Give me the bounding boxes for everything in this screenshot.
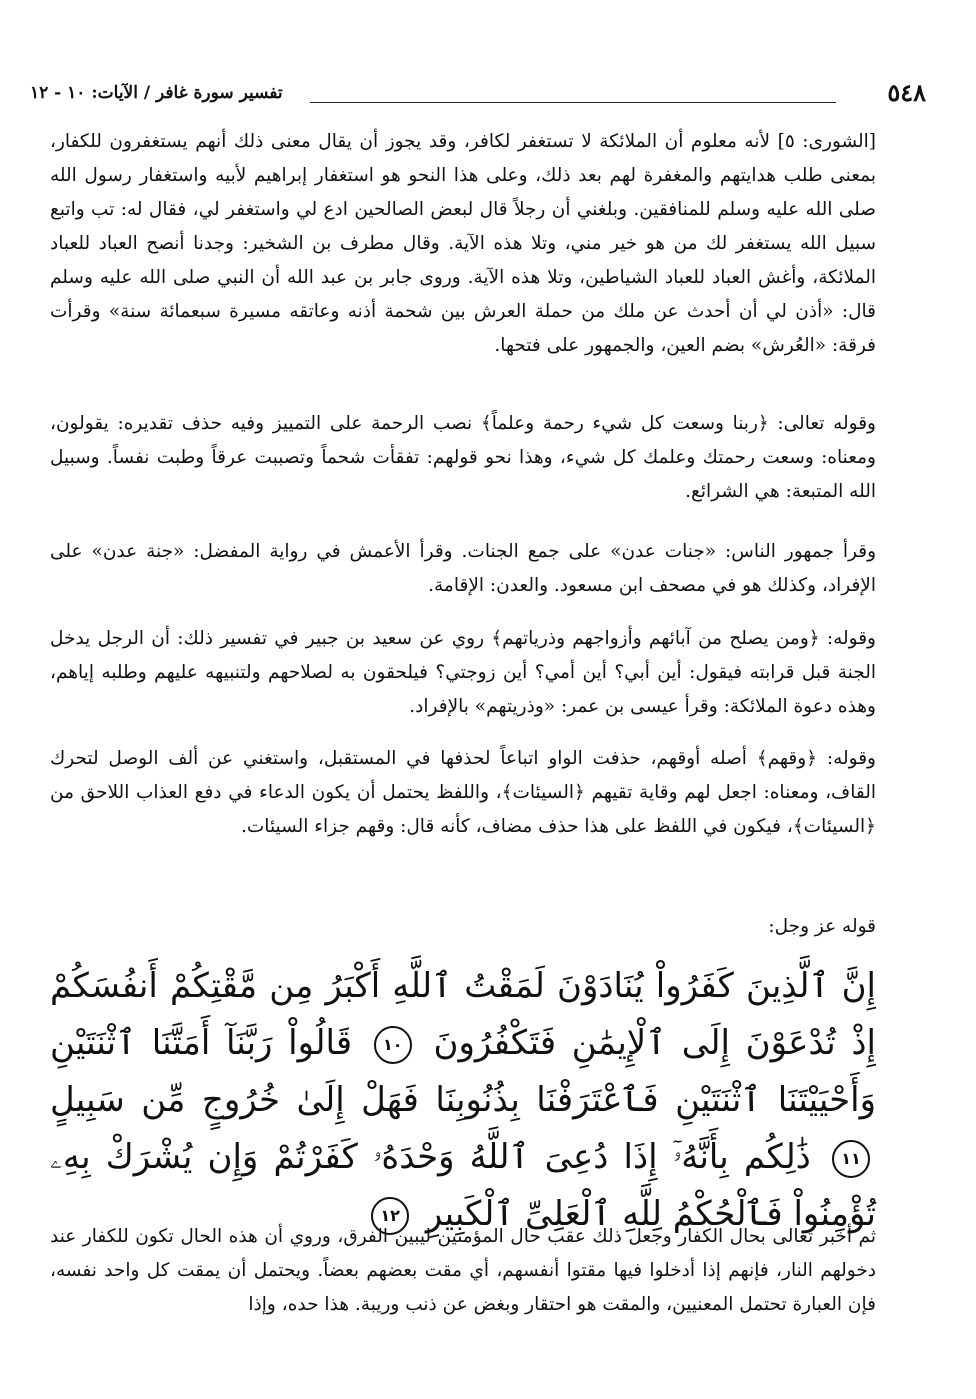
ayah-number-12: ١٢ <box>371 1197 409 1235</box>
ayah-11: قَالُواْ رَبَّنَآ أَمَتَّنَا ٱثْنَتَيْنِ وَأَحْيَيْتَنَا ٱثْنَتَيْنِ فَٱعْتَرَفْنَا بِذُنُوبِنَا فَهَلْ إِلَىٰ خُرُوجٍ مِّن سَبِيلٍ <box>50 1023 876 1120</box>
header-rule <box>310 102 836 103</box>
ayah-number-10: ١٠ <box>374 1026 412 1064</box>
quran-verses <box>50 958 877 1234</box>
page-number: ٥٤٨ <box>887 78 926 107</box>
ayah-12: ذَٰلِكُم بِأَنَّهُۥٓ إِذَا دُعِىَ ٱللَّهُ وَحْدَهُۥ كَفَرْتُمْ وَإِن يُشْرَكْ بِهِۦ تُؤْمِنُواْ فَٱلْحُكْمُ لِلَّهِ ٱلْعَلِىِّ ٱلْكَبِيرِ <box>50 1137 876 1234</box>
paragraph-5: وقوله: ﴿وقهم﴾ أصله أوقهم، حذفت الواو اتباعاً لحذفها في المستقبل، واستغني عن ألف الوصل لتحرك القاف، ومعناه: اجعل لهم وقاية تقيهم ﴿السيئات﴾، واللفظ يحتمل أن يكون الدعاء في دفع العذاب اللاحق من ﴿السيئات﴾، فيكون في اللفظ على هذا حذف مضاف، كأنه قال: وقهم جزاء السيئات. <box>50 748 876 837</box>
verse-intro: قوله عز وجل: <box>768 916 876 937</box>
page-header <box>30 78 926 108</box>
paragraph-3: وقرأ جمهور الناس: «جنات عدن» على جمع الجنات. وقرأ الأعمش في رواية المفضل: «جنة عدن» على الإفراد، وكذلك هو في مصحف ابن مسعود. والعدن: الإقامة. <box>50 541 876 596</box>
paragraph-1: [الشورى: ٥] لأنه معلوم أن الملائكة لا تستغفر لكافر، وقد يجوز أن يقال معنى ذلك أنهم يستغفرون للكفار، بمعنى طلب هدايتهم والمغفرة لهم بعد ذلك، وعلى هذا النحو هو استغفار إبراهيم لأبيه واستغفار رسول الله صلى الله عليه وسلم للمنافقين. وبلغني أن رجلاً قال لبعض الصالحين ادع لي واستغفر لي، فقال له: تب واتبع سبيل الله يستغفر لك من هو خير مني، وتلا هذه الآية. وقال مطرف بن الشخير: وجدنا أنصح العباد للعباد الملائكة، وأغش العباد للعباد الشياطين، وتلا هذه الآية. وروى جابر بن عبد الله أن النبي صلى الله عليه وسلم قال: «أذن لي أن أحدث عن ملك من حملة العرش بين شحمة أذنه وعاتقه مسيرة سبعمائة سنة» وقرأت فرقة: «العُرش» بضم العين، والجمهور على فتحها. <box>50 131 876 356</box>
paragraph-4: وقوله: ﴿ومن يصلح من آبائهم وأزواجهم وذرياتهم﴾ روي عن سعيد بن جبير في تفسير ذلك: أن الرجل يدخل الجنة قبل قرابته فيقول: أين أبي؟ أين أمي؟ أين زوجتي؟ فيلحقون به لصلاحهم ولتنبيهه عليهم وطلبه إياهم، وهذه دعوة الملائكة: وقرأ عيسى بن عمر: «وذريتهم» بالإفراد. <box>50 628 876 717</box>
paragraph-7: ثم أخبر تعالى بحال الكفار وجعل ذلك عقب حال المؤمنين ليبين الفرق، وروي أن هذه الحال تكون للكفار عند دخولهم النار، فإنهم إذا أدخلوا فيها مقتوا أنفسهم، أي مقت بعضهم بعضاً. ويحتمل أن يمقت كل واحد نفسه، فإن العبارة تحتمل المعنيين، والمقت هو احتقار وبغض عن ذنب وريبة. هذا حده، وإذا <box>50 1226 876 1315</box>
ayah-10: إِنَّ ٱلَّذِينَ كَفَرُواْ يُنَادَوْنَ لَمَقْتُ ٱللَّهِ أَكْبَرُ مِن مَّقْتِكُمْ أَنفُسَكُمْ إِذْ تُدْعَوْنَ إِلَى ٱلْإِيمَٰنِ فَتَكْفُرُونَ <box>50 966 877 1063</box>
paragraph-2: وقوله تعالى: ﴿ربنا وسعت كل شيء رحمة وعلماً﴾ نصب الرحمة على التمييز وفيه حذف تقديره: يقولون، ومعناه: وسعت رحمتك وعلمك كل شيء، وهذا نحو قولهم: تفقأت شحماً وتصببت عرقاً وطبت نفساً. وسبيل الله المتبعة: هي الشرائع. <box>50 413 876 502</box>
running-head: تفسير سورة غافر / الآيات: ١٠ - ١٢ <box>30 83 283 103</box>
ayah-number-11: ١١ <box>832 1140 870 1178</box>
